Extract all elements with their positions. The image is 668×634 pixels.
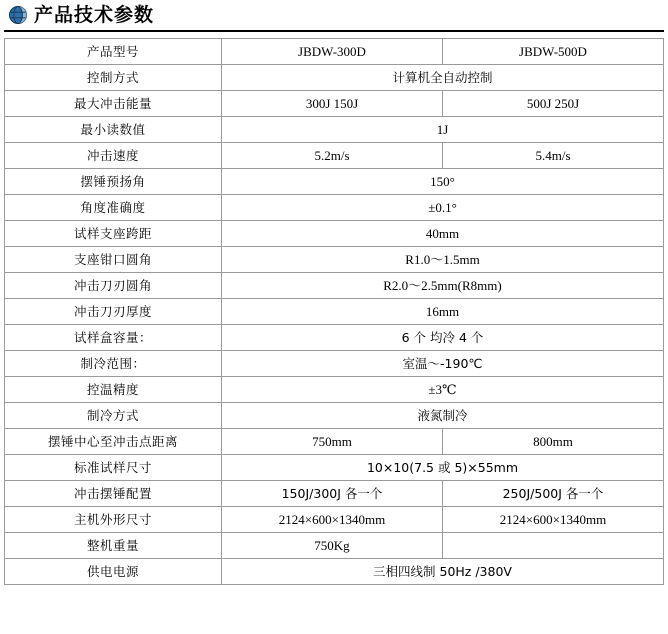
table-row (5, 195, 664, 221)
spec-label: 支座钳口圆角 (5, 247, 222, 273)
table-row (5, 325, 664, 351)
table-row (5, 533, 664, 559)
table-row (5, 377, 664, 403)
spec-label: 供电电源 (5, 559, 222, 585)
spec-value: JBDW-500D (443, 39, 664, 65)
table-row (5, 559, 664, 585)
spec-label: 冲击刀刃厚度 (5, 299, 222, 325)
spec-value: 5.4m/s (443, 143, 664, 169)
spec-value: 计算机全自动控制 (222, 65, 664, 91)
spec-value: 5.2m/s (222, 143, 443, 169)
spec-value: 150° (222, 169, 664, 195)
spec-value: 1J (222, 117, 664, 143)
spec-label: 试样支座跨距 (5, 221, 222, 247)
table-row (5, 221, 664, 247)
spec-label: 制冷范围： (5, 351, 222, 377)
spec-label: 冲击刀刃圆角 (5, 273, 222, 299)
spec-label: 试样盒容量： (5, 325, 222, 351)
spec-label: 最大冲击能量 (5, 91, 222, 117)
spec-label: 标准试样尺寸 (5, 455, 222, 481)
spec-label: 角度准确度 (5, 195, 222, 221)
spec-value: 液氮制冷 (222, 403, 664, 429)
spec-value: 6 个 均冷 4 个 (222, 325, 664, 351)
spec-value: 750mm (222, 429, 443, 455)
table-row (5, 39, 664, 65)
spec-value: ±0.1° (222, 195, 664, 221)
spec-label: 主机外形尺寸 (5, 507, 222, 533)
spec-value: ±3℃ (222, 377, 664, 403)
spec-value: 10×10(7.5 或 5)×55mm (222, 455, 664, 481)
spec-value: 500J 250J (443, 91, 664, 117)
table-row (5, 429, 664, 455)
spec-label: 摆锤预扬角 (5, 169, 222, 195)
spec-table (4, 38, 664, 585)
table-row (5, 455, 664, 481)
spec-value: JBDW-300D (222, 39, 443, 65)
spec-value: R1.0～1.5mm (222, 247, 664, 273)
table-row (5, 273, 664, 299)
spec-value: 2124×600×1340mm (222, 507, 443, 533)
spec-value: 三相四线制 50Hz /380V (222, 559, 664, 585)
table-row (5, 351, 664, 377)
table-row (5, 169, 664, 195)
table-row (5, 65, 664, 91)
globe-icon (8, 5, 28, 25)
spec-label: 最小读数值 (5, 117, 222, 143)
spec-value: 800mm (443, 429, 664, 455)
table-row (5, 117, 664, 143)
spec-label: 控制方式 (5, 65, 222, 91)
table-row (5, 481, 664, 507)
spec-value: 750Kg (222, 533, 443, 559)
spec-table-body (5, 39, 664, 585)
page-header (0, 0, 668, 30)
table-row (5, 299, 664, 325)
spec-value: R2.0～2.5mm(R8mm) (222, 273, 664, 299)
spec-label: 冲击摆锤配置 (5, 481, 222, 507)
page-title: 产品技术参数 (34, 4, 155, 26)
table-row (5, 91, 664, 117)
spec-value: 16mm (222, 299, 664, 325)
spec-label: 制冷方式 (5, 403, 222, 429)
spec-label: 控温精度 (5, 377, 222, 403)
spec-value (443, 533, 664, 559)
spec-value: 150J/300J 各一个 (222, 481, 443, 507)
spec-value: 300J 150J (222, 91, 443, 117)
bottom-spacer (0, 627, 668, 634)
table-row (5, 403, 664, 429)
table-row (5, 143, 664, 169)
table-row (5, 247, 664, 273)
spec-value: 40mm (222, 221, 664, 247)
table-row (5, 507, 664, 533)
spec-value: 2124×600×1340mm (443, 507, 664, 533)
spec-table-wrap (0, 32, 668, 585)
spec-label: 摆锤中心至冲击点距离 (5, 429, 222, 455)
spec-label: 整机重量 (5, 533, 222, 559)
spec-value: 室温～-190℃ (222, 351, 664, 377)
spec-label: 冲击速度 (5, 143, 222, 169)
spec-value: 250J/500J 各一个 (443, 481, 664, 507)
spec-label: 产品型号 (5, 39, 222, 65)
